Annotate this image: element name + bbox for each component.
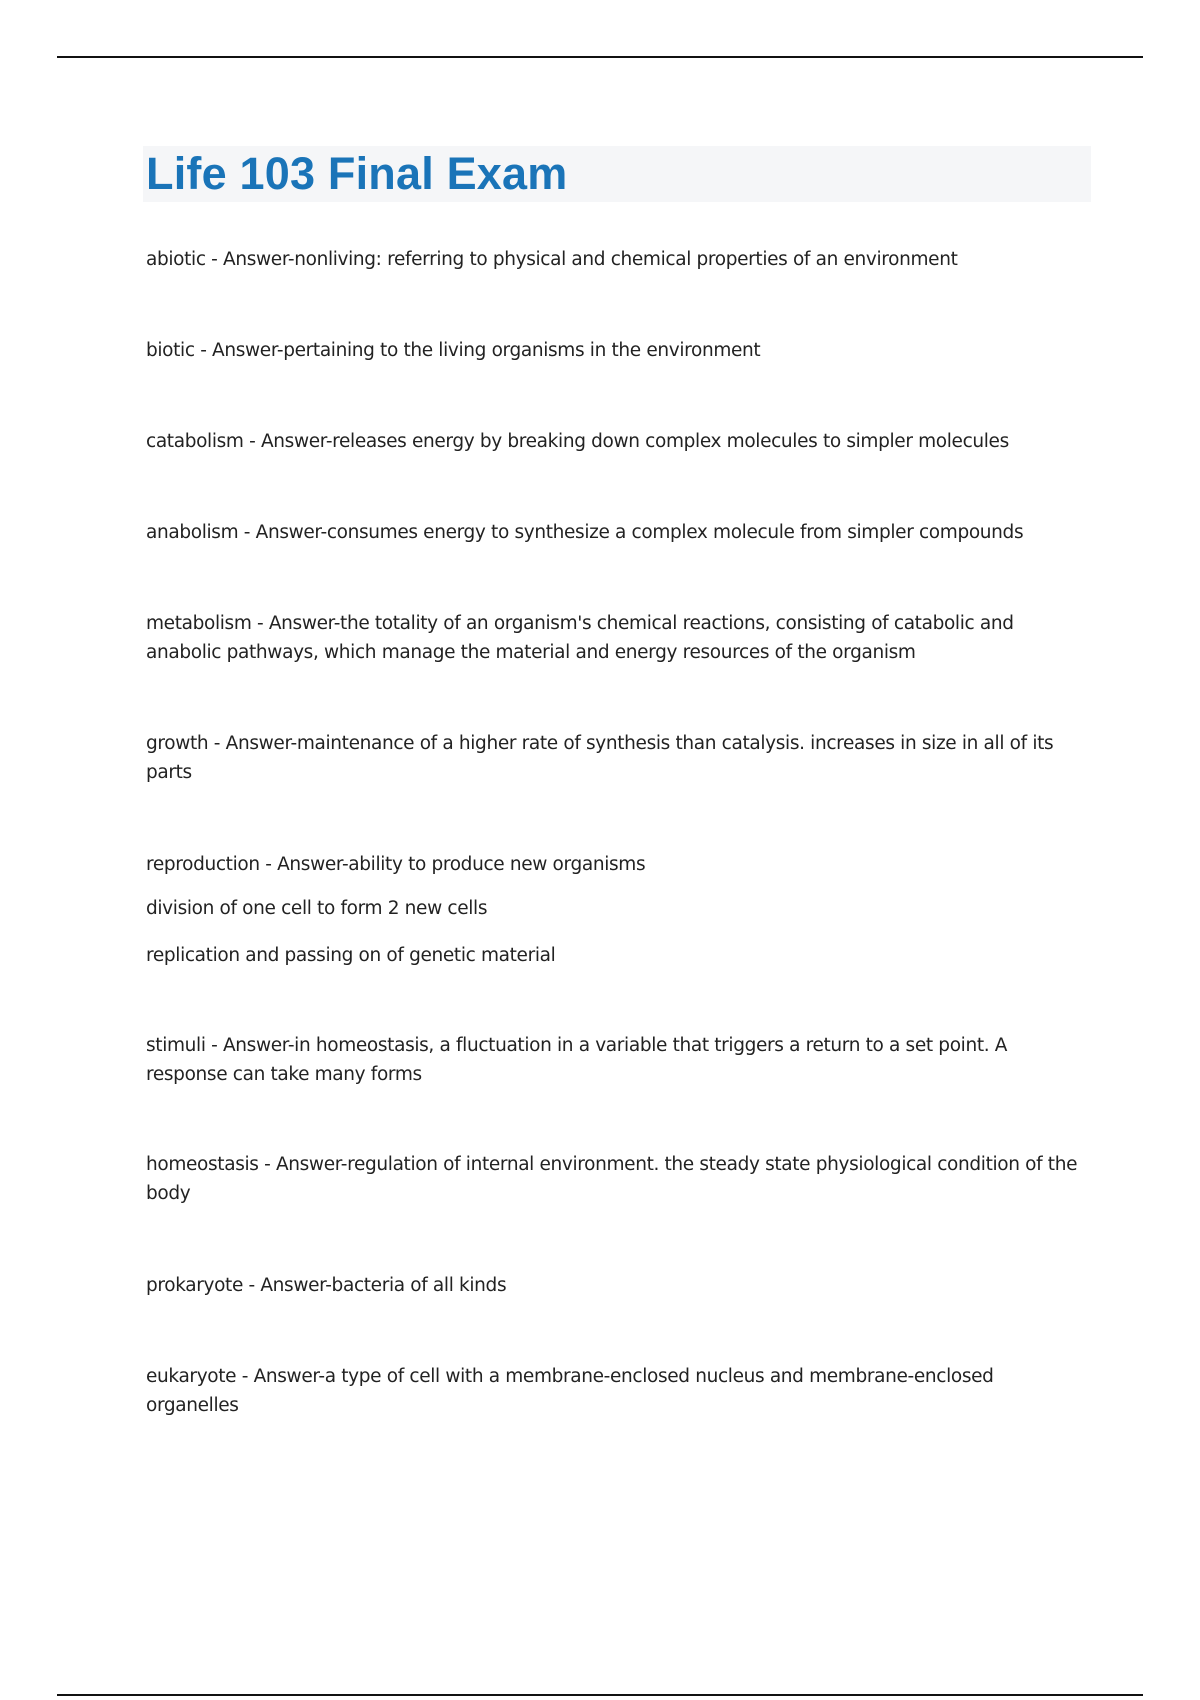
entry-prokaryote: prokaryote - Answer-bacteria of all kinds: [146, 1275, 507, 1296]
entry-growth: growth - Answer-maintenance of a higher rate of synthesis than catalysis. increases in size in all of its parts: [146, 733, 1054, 783]
entry-eukaryote: eukaryote - Answer-a type of cell with a membrane-enclosed nucleus and membrane-enclosed organelles: [146, 1366, 994, 1416]
entry-stimuli: stimuli - Answer-in homeostasis, a fluctuation in a variable that triggers a return to a set point. A response can take many forms: [146, 1035, 1008, 1085]
top-rule: [57, 56, 1143, 58]
entry-abiotic: abiotic - Answer-nonliving: referring to physical and chemical properties of an environment: [146, 249, 958, 270]
entry-catabolism: catabolism - Answer-releases energy by breaking down complex molecules to simpler molecules: [146, 431, 1009, 452]
entry-anabolism: anabolism - Answer-consumes energy to synthesize a complex molecule from simpler compounds: [146, 522, 1024, 543]
page-title: Life 103 Final Exam: [146, 148, 568, 199]
entry-metabolism: metabolism - Answer-the totality of an organism's chemical reactions, consisting of catabolic and anabolic pathways, which manage the material and energy resources of the organism: [146, 613, 1014, 663]
entry-reproduction: reproduction - Answer-ability to produce new organisms: [146, 854, 646, 875]
bottom-rule: [57, 1694, 1143, 1696]
entry-homeostasis: homeostasis - Answer-regulation of internal environment. the steady state physiological condition of the body: [146, 1154, 1078, 1204]
entry-reproduction-detail-1: division of one cell to form 2 new cells: [146, 898, 488, 919]
entry-biotic: biotic - Answer-pertaining to the living organisms in the environment: [146, 340, 761, 361]
entry-reproduction-detail-2: replication and passing on of genetic material: [146, 945, 556, 966]
